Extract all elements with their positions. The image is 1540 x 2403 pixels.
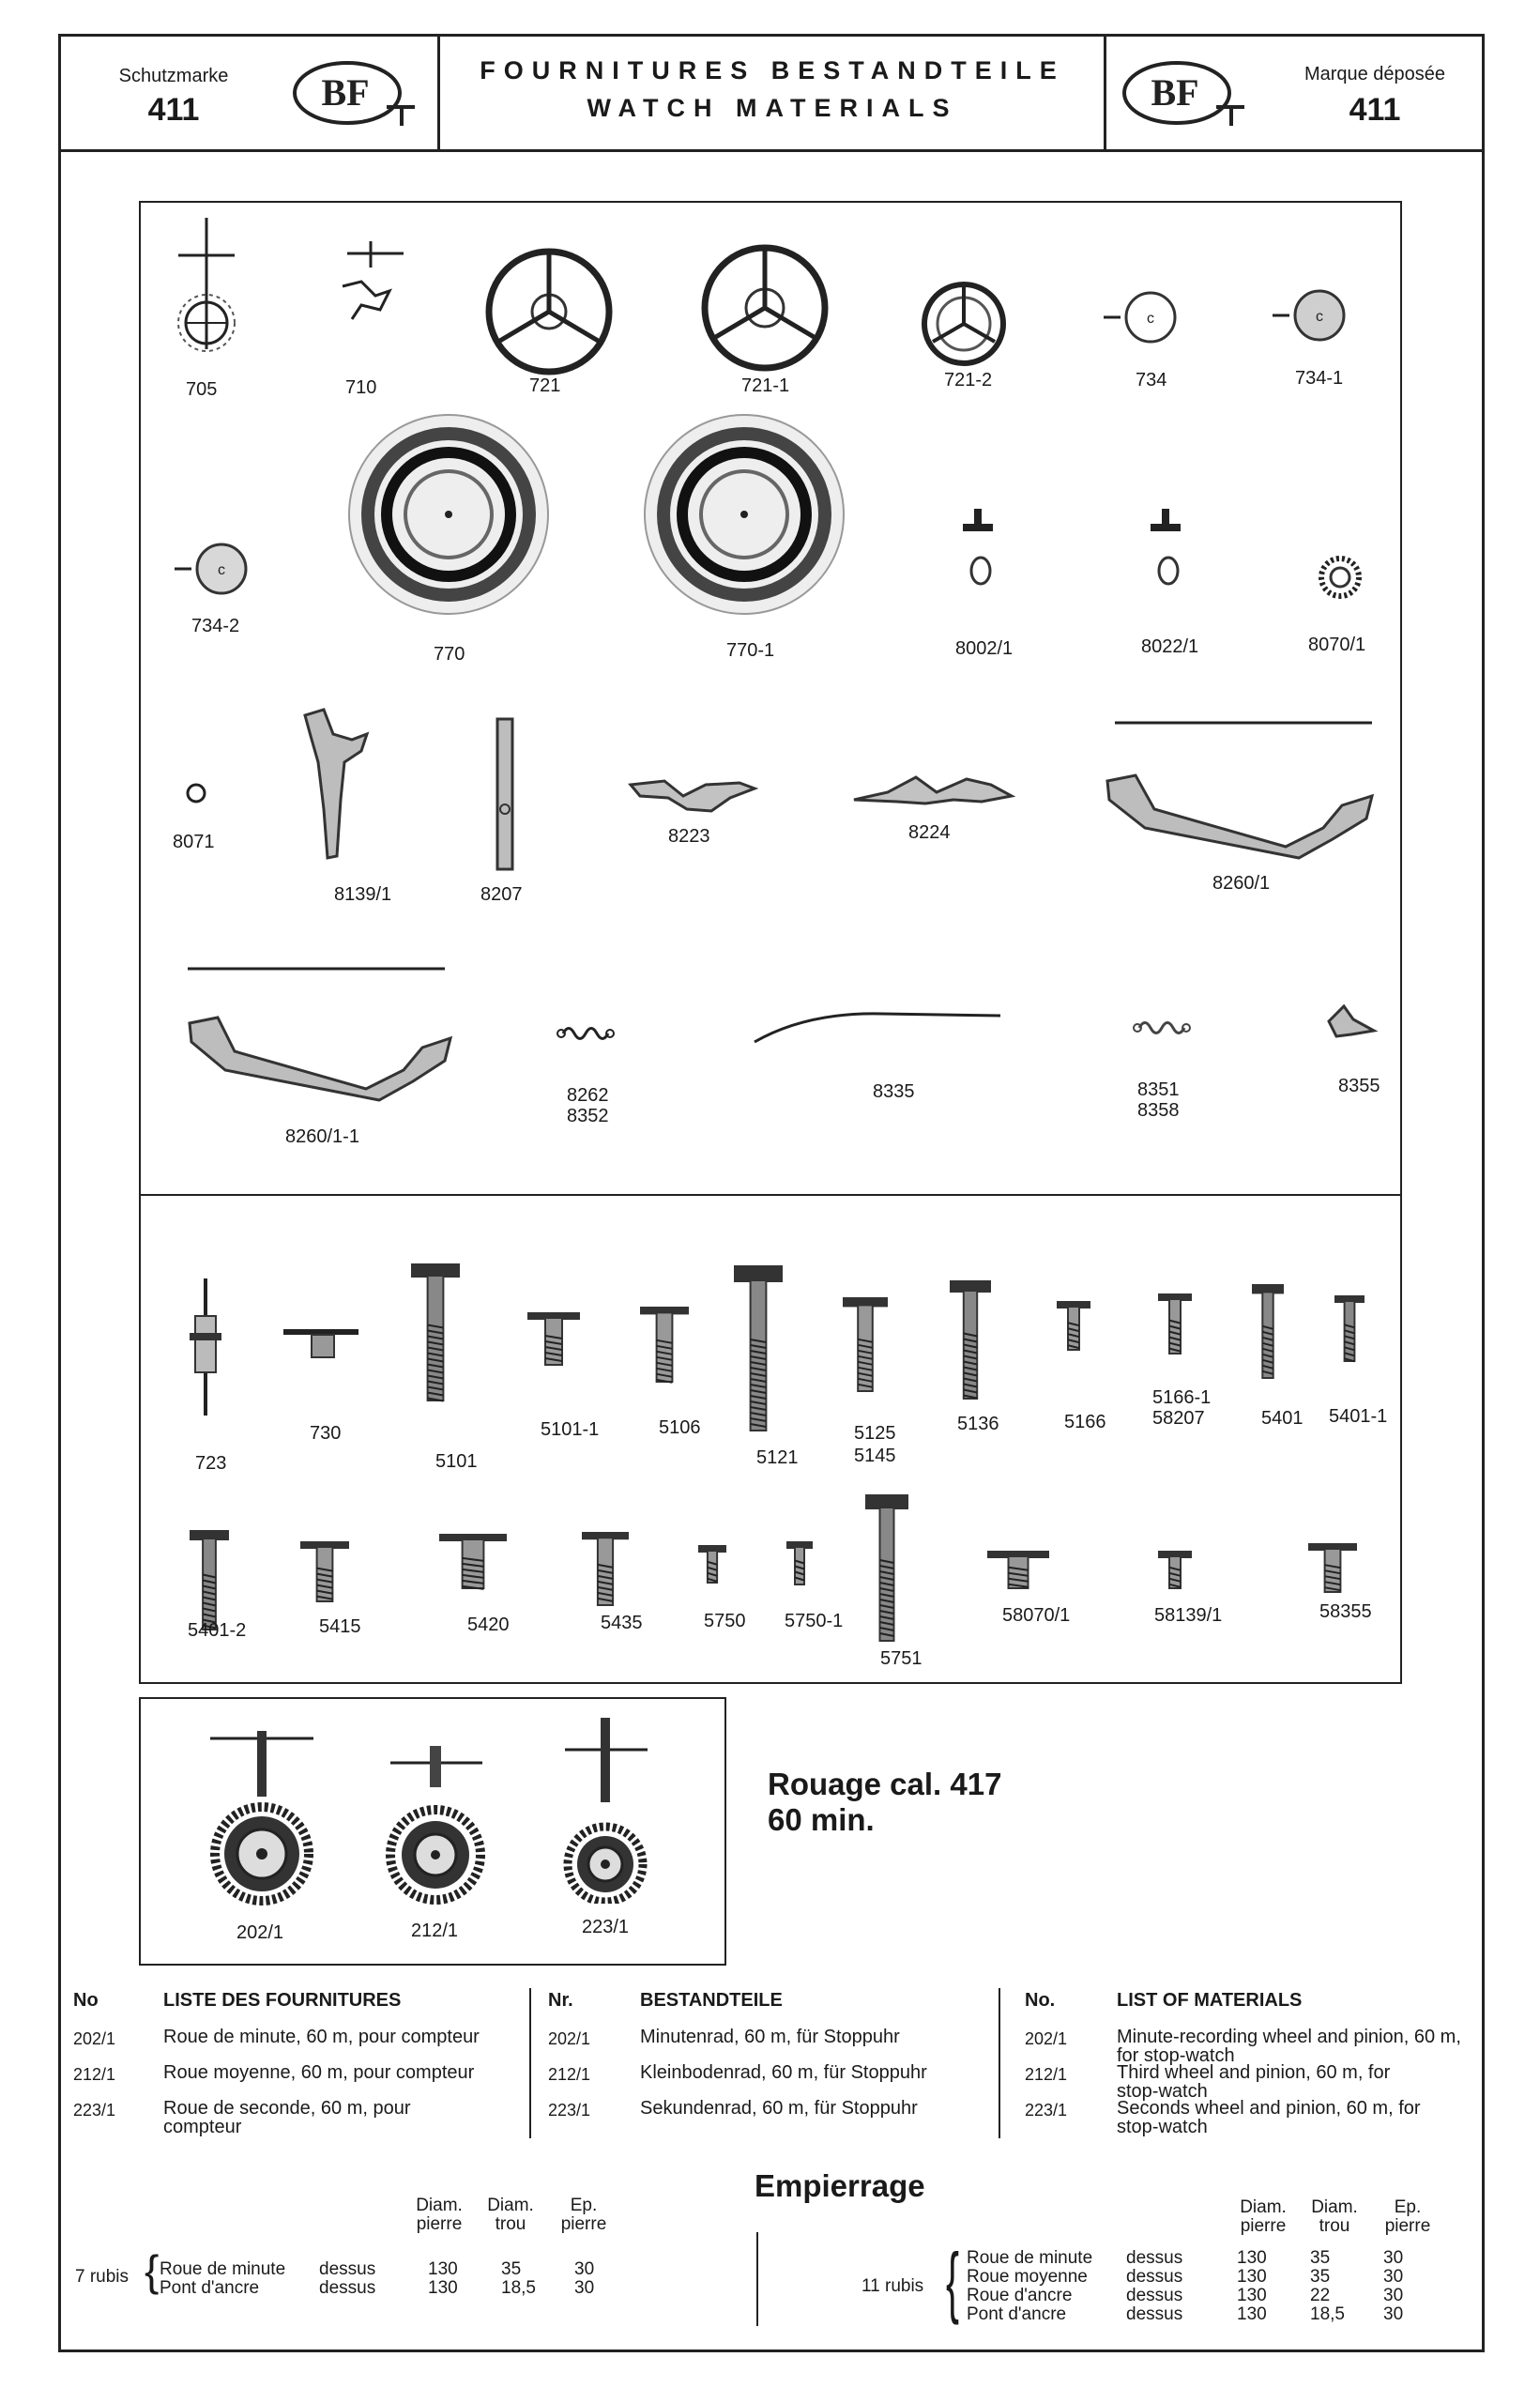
jewel-row-pos: dessus <box>1126 2267 1183 2287</box>
list-no-header: No <box>73 1990 99 2011</box>
list-item-no: 202/1 <box>73 2029 116 2048</box>
trademark-label: Schutzmarke <box>118 66 229 86</box>
list-item-desc: Seconds wheel and pinion, 60 m, for stop-watch <box>1117 2098 1421 2137</box>
screw-icon <box>188 1528 231 1631</box>
list-item-no: 212/1 <box>1025 2065 1068 2084</box>
svg-text:c: c <box>1147 311 1154 327</box>
empierrage-title: Empierrage <box>755 2168 925 2203</box>
header-divider-right <box>1104 34 1106 152</box>
col-header-diam-pierre: Diam. pierre <box>1240 2197 1287 2236</box>
screw-icon <box>1156 1292 1194 1355</box>
svg-text:c: c <box>218 562 225 578</box>
list-item-desc: Minute-recording wheel and pinion, 60 m, for stop-watch <box>1117 2027 1461 2066</box>
screw-icon <box>1250 1282 1286 1380</box>
ring-icon <box>182 779 210 807</box>
brace-icon: { <box>946 2237 960 2325</box>
header-divider-left <box>437 34 440 152</box>
part-label: 721 <box>529 375 561 396</box>
part-label: 710 <box>345 377 377 398</box>
part-label: 8355 <box>1338 1076 1380 1096</box>
empierrage-divider <box>756 2232 758 2326</box>
hairspring-icon <box>641 411 847 618</box>
part-label: 8260/1-1 <box>285 1126 359 1147</box>
operating-lever-icon <box>178 957 460 1108</box>
jewel-row-value: 130 <box>1237 2304 1267 2324</box>
header-bar <box>58 34 1485 152</box>
part-label: 8070/1 <box>1308 635 1366 655</box>
part-label: 5121 <box>756 1447 799 1468</box>
jewel-row-pos: dessus <box>319 2259 376 2279</box>
part-label: 8207 <box>480 884 523 905</box>
part-label: 8071 <box>173 832 215 852</box>
jewel-row-value: 35 <box>501 2259 522 2279</box>
part-label: 5435 <box>601 1613 643 1633</box>
part-label: 212/1 <box>411 1921 459 1941</box>
screw-icon <box>696 1543 728 1584</box>
part-label: 5401-1 <box>1329 1406 1388 1427</box>
list-item-no: 223/1 <box>1025 2101 1068 2120</box>
list-item-no: 212/1 <box>548 2065 591 2084</box>
jewel-row-value: 30 <box>1383 2304 1404 2324</box>
col-header-diam-trou: Diam. trou <box>1311 2197 1358 2236</box>
part-label: 8358 <box>1137 1100 1180 1121</box>
wire-spring-icon <box>751 1008 1004 1046</box>
part-label: 8224 <box>908 822 951 843</box>
hairspring-icon <box>345 411 552 618</box>
part-label: 5750 <box>704 1611 746 1631</box>
balance-wheel-icon <box>699 242 831 374</box>
catalog-number-left: 411 <box>147 92 200 128</box>
part-label: 58355 <box>1319 1601 1372 1622</box>
part-label: 5751 <box>880 1648 922 1669</box>
jewel-count-7: 7 rubis <box>75 2267 130 2287</box>
screw-icon <box>985 1549 1051 1590</box>
col-header-diam-pierre: Diam. pierre <box>416 2196 463 2234</box>
ratchet-wheel-icon <box>1312 549 1368 605</box>
jewel-row-value: 18,5 <box>1310 2304 1345 2324</box>
escape-wheel-icon <box>169 218 244 359</box>
jewel-row-value: 130 <box>1237 2248 1267 2268</box>
list-item-no: 212/1 <box>73 2065 116 2084</box>
screw-icon <box>580 1530 631 1607</box>
hairspring-collet-icon <box>1267 287 1351 344</box>
jewel-setting-icon <box>1145 507 1192 591</box>
jewel-row-name: Roue de minute <box>160 2259 286 2279</box>
part-label: 5136 <box>957 1414 999 1434</box>
part-label: 202/1 <box>236 1922 284 1943</box>
part-label: 5101-1 <box>541 1419 600 1440</box>
balance-wheel-icon <box>920 280 1008 368</box>
screw-icon <box>1156 1549 1194 1590</box>
part-label: 5401-2 <box>188 1620 247 1641</box>
part-label: 5101 <box>435 1451 478 1472</box>
catalog-title-line2: WATCH MATERIALS <box>587 94 958 122</box>
lever-icon <box>296 706 380 865</box>
part-label: 8223 <box>668 826 710 847</box>
part-label: 5420 <box>467 1615 510 1635</box>
svg-text:BF: BF <box>321 71 370 114</box>
part-label: 5125 <box>854 1423 896 1444</box>
list-item-desc: Roue de minute, 60 m, pour compteur <box>163 2027 480 2047</box>
part-label: 8335 <box>873 1081 915 1102</box>
part-label: 5106 <box>659 1417 701 1438</box>
part-label: 8260/1 <box>1212 873 1271 894</box>
list-item-desc: Third wheel and pinion, 60 m, for stop-watch <box>1117 2062 1391 2102</box>
list-item-no: 202/1 <box>1025 2029 1068 2048</box>
part-label: 8262 <box>567 1085 609 1106</box>
pallet-fork-icon <box>333 239 408 333</box>
balance-wheel-icon <box>483 246 615 377</box>
catalog-number-right: 411 <box>1349 92 1401 128</box>
bf-logo-right <box>1119 53 1250 133</box>
jewel-row-value: 130 <box>1237 2286 1267 2305</box>
jewel-row-name: Roue d'ancre <box>967 2286 1073 2305</box>
staff-icon <box>182 1278 229 1419</box>
part-label: 5401 <box>1261 1408 1304 1429</box>
part-label: 734-2 <box>191 616 240 636</box>
col-header-ep-pierre: Ep. pierre <box>560 2196 607 2234</box>
jewel-row-name: Pont d'ancre <box>967 2304 1067 2324</box>
screw-icon <box>785 1539 815 1586</box>
screw-icon <box>437 1532 509 1590</box>
screw-icon <box>1055 1299 1092 1352</box>
jewel-row-name: Roue moyenne <box>967 2267 1088 2287</box>
gear-wheel-icon <box>385 1738 488 1907</box>
bf-logo-left <box>289 53 420 133</box>
spring-plate-icon <box>850 768 1015 815</box>
list-item-desc: Roue de seconde, 60 m, pour compteur <box>163 2098 411 2137</box>
part-label: 770 <box>434 644 465 665</box>
gear-wheel-icon <box>206 1727 319 1906</box>
list-item-desc: Sekundenrad, 60 m, für Stoppuhr <box>640 2098 918 2119</box>
screw-icon <box>732 1263 785 1432</box>
rouage-subtitle: 60 min. <box>768 1802 875 1837</box>
part-label: 58139/1 <box>1154 1605 1223 1626</box>
screw-icon <box>1306 1541 1359 1594</box>
svg-text:BF: BF <box>1151 71 1199 114</box>
part-label: 8022/1 <box>1141 636 1199 657</box>
jewel-row-value: 30 <box>574 2259 595 2279</box>
list-item-no: 223/1 <box>548 2101 591 2120</box>
click-icon <box>1323 1001 1380 1042</box>
lever-icon <box>486 715 524 875</box>
list-item-no: 202/1 <box>548 2029 591 2048</box>
gear-wheel-icon <box>557 1716 655 1904</box>
part-label: 730 <box>310 1423 342 1444</box>
part-label: 8139/1 <box>334 884 392 905</box>
list-title-en: LIST OF MATERIALS <box>1117 1990 1303 2011</box>
part-label: 8352 <box>567 1106 609 1126</box>
brace-icon: { <box>145 2246 160 2295</box>
screw-icon <box>409 1262 462 1402</box>
registered-mark-label: Marque déposée <box>1304 64 1446 84</box>
list-item-no: 223/1 <box>73 2101 116 2120</box>
list-title-de: BESTANDTEILE <box>640 1990 783 2011</box>
screw-icon <box>948 1278 993 1400</box>
coil-spring-icon <box>1132 1016 1192 1040</box>
part-label: 223/1 <box>582 1917 630 1937</box>
jewel-row-value: 30 <box>574 2278 595 2298</box>
hairspring-collet-icon <box>1098 289 1182 345</box>
part-label: 723 <box>195 1453 227 1474</box>
pinion-icon <box>282 1318 366 1365</box>
list-no-header: No. <box>1025 1990 1056 2011</box>
screw-icon <box>638 1305 691 1384</box>
part-label: 734-1 <box>1295 368 1344 389</box>
jewel-row-value: 130 <box>1237 2267 1267 2287</box>
jewel-row-pos: dessus <box>1126 2248 1183 2268</box>
jewel-row-value: 30 <box>1383 2267 1404 2287</box>
part-label: 721-2 <box>944 370 993 390</box>
jewel-row-value: 30 <box>1383 2248 1404 2268</box>
part-label: 5750-1 <box>785 1611 844 1631</box>
jewel-row-value: 130 <box>428 2259 458 2279</box>
spring-plate-icon <box>627 772 758 819</box>
part-label: 8002/1 <box>955 638 1014 659</box>
part-label: 770-1 <box>726 640 775 661</box>
part-label: 58207 <box>1152 1408 1205 1429</box>
coil-spring-icon <box>556 1021 616 1046</box>
part-label: 5415 <box>319 1616 361 1637</box>
jewel-row-value: 30 <box>1383 2286 1404 2305</box>
list-item-desc: Kleinbodenrad, 60 m, für Stoppuhr <box>640 2062 927 2083</box>
jewel-row-name: Roue de minute <box>967 2248 1093 2268</box>
jewel-setting-icon <box>957 507 1004 591</box>
screw-icon <box>298 1539 351 1603</box>
list-no-header: Nr. <box>548 1990 573 2011</box>
jewel-row-value: 130 <box>428 2278 458 2298</box>
jewel-row-pos: dessus <box>1126 2286 1183 2305</box>
screw-icon <box>841 1295 890 1393</box>
jewel-row-value: 35 <box>1310 2248 1331 2268</box>
part-label: 734 <box>1136 370 1167 390</box>
part-label: 5166-1 <box>1152 1387 1212 1408</box>
jewel-count-11: 11 rubis <box>861 2276 924 2296</box>
operating-lever-icon <box>1098 715 1380 865</box>
rouage-title: Rouage cal. 417 <box>768 1767 1002 1801</box>
part-label: 58070/1 <box>1002 1605 1071 1626</box>
jewel-row-value: 22 <box>1310 2286 1331 2305</box>
hairspring-collet-icon <box>169 541 253 597</box>
jewel-row-name: Pont d'ancre <box>160 2278 260 2298</box>
list-item-desc: Minutenrad, 60 m, für Stoppuhr <box>640 2027 900 2047</box>
col-header-ep-pierre: Ep. pierre <box>1384 2197 1431 2236</box>
list-item-desc: Roue moyenne, 60 m, pour compteur <box>163 2062 475 2083</box>
svg-text:c: c <box>1316 309 1323 325</box>
screw-icon <box>1333 1293 1366 1363</box>
catalog-title-line1: FOURNITURES BESTANDTEILE <box>480 56 1065 84</box>
jewel-row-value: 35 <box>1310 2267 1331 2287</box>
screw-icon <box>863 1492 910 1643</box>
jewel-row-pos: dessus <box>1126 2304 1183 2324</box>
jewel-row-value: 18,5 <box>501 2278 536 2298</box>
part-label: 721-1 <box>741 375 790 396</box>
screw-icon <box>526 1310 582 1367</box>
part-label: 8351 <box>1137 1079 1180 1100</box>
part-label: 5166 <box>1064 1412 1106 1432</box>
part-label: 5145 <box>854 1446 896 1466</box>
list-title-fr: LISTE DES FOURNITURES <box>163 1990 402 2011</box>
col-header-diam-trou: Diam. trou <box>487 2196 534 2234</box>
part-label: 705 <box>186 379 218 400</box>
jewel-row-pos: dessus <box>319 2278 376 2298</box>
